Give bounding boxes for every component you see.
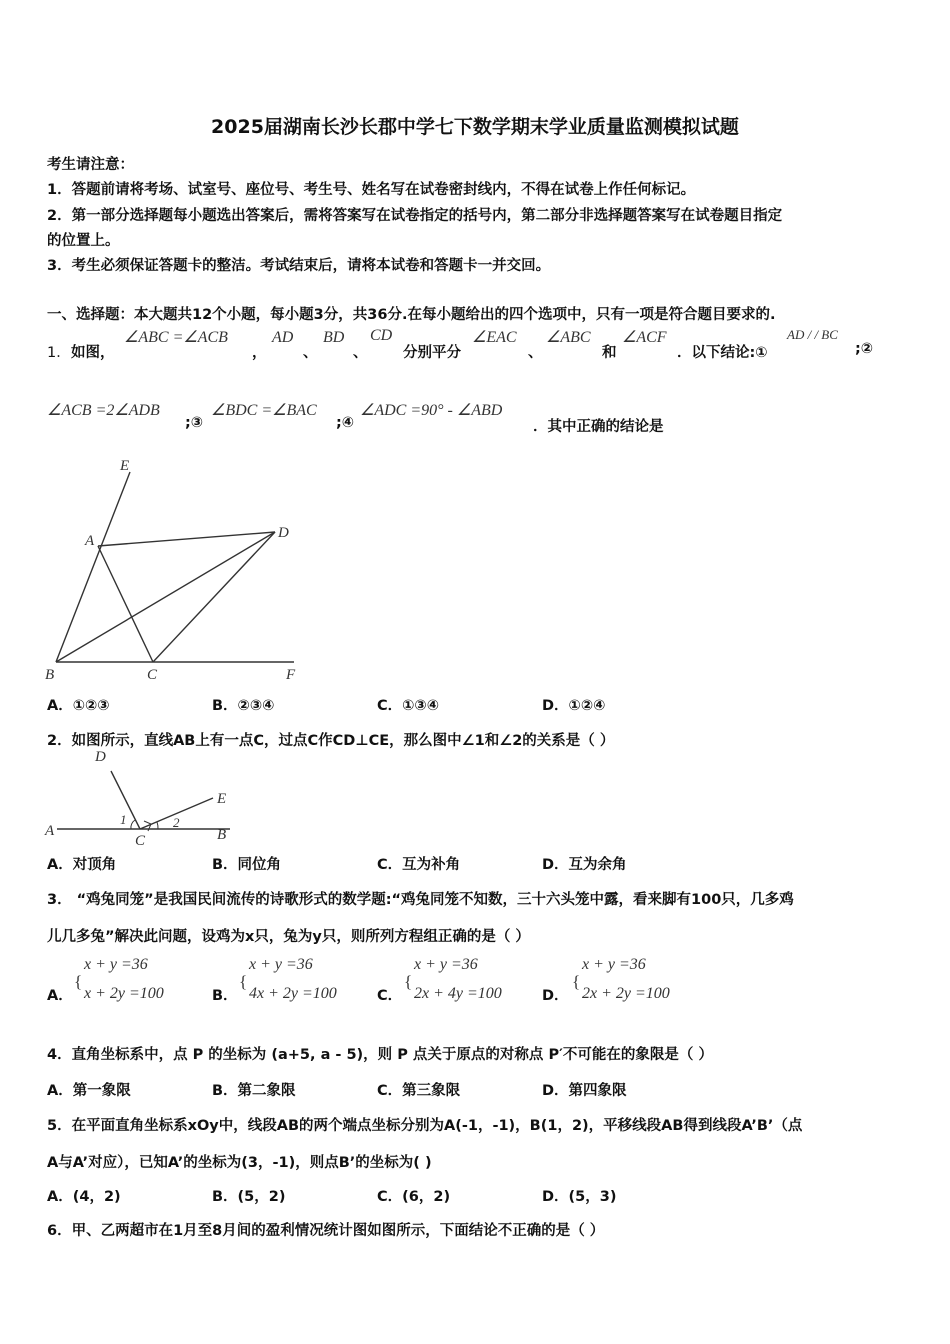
- q1-math-1: ∠ABC =∠ACB: [124, 329, 228, 346]
- label-d: D: [95, 749, 106, 765]
- q2-option-c[interactable]: C．互为补角: [377, 857, 461, 873]
- q6-text: 6．甲、乙两超市在1月至8月间的盈利情况统计图如图所示，下面结论不正确的是（ ）: [47, 1223, 605, 1239]
- angle-1-arc: [131, 820, 135, 829]
- q1-text-9: ;②: [855, 341, 874, 357]
- q1-text-5: 分别平分: [403, 345, 461, 361]
- label-f: F: [286, 667, 296, 683]
- q1-math-8: AD / / BC: [787, 327, 838, 342]
- q5-text-line-2: A与A’对应），已知A’的坐标为(3，-1)，则点B’的坐标为( ): [47, 1155, 432, 1171]
- q1-text-11: ;④: [336, 415, 355, 431]
- q3-option-c-eq1: x + y =36: [414, 956, 478, 973]
- segment-a-d: [98, 532, 275, 546]
- q1-text-12: ．其中正确的结论是: [533, 419, 664, 435]
- label-b: B: [217, 827, 227, 843]
- label-b: B: [45, 667, 55, 683]
- q1-geometry-figure: [40, 450, 310, 690]
- line-b-e: [56, 472, 130, 662]
- notice-item-1: 1．答题前请将考场、试室号、座位号、考生号、姓名写在试卷密封线内，不得在试卷上作任何标记。: [47, 182, 696, 198]
- notice-heading: 考生请注意：: [47, 157, 134, 173]
- label-angle-1: 1: [120, 812, 127, 827]
- q4-option-a[interactable]: A．第一象限: [47, 1083, 131, 1099]
- q1-text-8: ．以下结论:①: [677, 345, 768, 361]
- q1-math-11: ∠ADC =90° - ∠ABD: [360, 402, 503, 419]
- q5-option-d[interactable]: D．(5，3): [542, 1189, 617, 1205]
- page-title: 2025届湖南长沙长郡中学七下数学期末学业质量监测模拟试题: [211, 116, 739, 138]
- brace-icon: {: [572, 972, 581, 991]
- notice-item-2-cont: 的位置上。: [47, 233, 120, 249]
- q1-text-7: 和: [602, 345, 617, 361]
- q3-option-d-label: D．: [542, 988, 569, 1004]
- notice-item-3: 3．考生必须保证答题卡的整洁。考试结束后，请将本试卷和答题卡一并交回。: [47, 258, 551, 274]
- label-e: E: [120, 458, 130, 474]
- q3-option-b-label: B．: [212, 988, 238, 1004]
- q1-math-4: CD: [370, 327, 393, 344]
- q4-option-c[interactable]: C．第三象限: [377, 1083, 461, 1099]
- q3-option-d[interactable]: [542, 956, 702, 1006]
- q2-option-b[interactable]: B．同位角: [212, 857, 282, 873]
- q3-option-a-eq1: x + y =36: [84, 956, 148, 973]
- q1-math-6: ∠ABC: [546, 329, 591, 346]
- q1-text-2: ，: [252, 345, 267, 361]
- q1-option-d[interactable]: D．①②④: [542, 698, 606, 714]
- q2-option-d[interactable]: D．互为余角: [542, 857, 627, 873]
- q3-option-c-eq2: 2x + 4y =100: [414, 985, 502, 1002]
- label-e: E: [217, 791, 227, 807]
- label-c: C: [147, 667, 158, 683]
- brace-icon: {: [74, 972, 83, 991]
- q1-option-b[interactable]: B．②③④: [212, 698, 275, 714]
- label-a: A: [45, 823, 55, 839]
- q5-option-b[interactable]: B．(5，2): [212, 1189, 286, 1205]
- q3-option-d-eq2: 2x + 2y =100: [582, 985, 670, 1002]
- q3-option-c-label: C．: [377, 988, 403, 1004]
- q3-text-line-1: 3． “鸡兔同笼”是我国民间流传的诗歌形式的数学题:“鸡兔同笼不知数，三十六头笼中露，看来脚有100只，几多鸡: [47, 892, 794, 908]
- q1-option-a[interactable]: A．①②③: [47, 698, 110, 714]
- q3-option-a-eq2: x + 2y =100: [84, 985, 164, 1002]
- q5-option-a[interactable]: A．(4，2): [47, 1189, 121, 1205]
- q1-math-2: AD: [272, 329, 294, 346]
- q3-option-b[interactable]: [212, 956, 372, 1006]
- q1-math-7: ∠ACF: [622, 329, 667, 346]
- q1-text-4: 、: [353, 345, 368, 361]
- section-heading: 一、选择题：本大题共12个小题，每小题3分，共36分.在每小题给出的四个选项中，只有一项是符合题目要求的.: [47, 307, 776, 323]
- segment-a-c: [98, 546, 153, 662]
- q2-geometry-figure: [40, 745, 245, 850]
- q5-option-c[interactable]: C．(6，2): [377, 1189, 451, 1205]
- q3-option-a-label: A．: [47, 988, 73, 1004]
- label-d: D: [278, 525, 289, 541]
- q1-text-1: 如图，: [71, 345, 115, 361]
- q4-text: 4．直角坐标系中，点 P 的坐标为 (a+5, a - 5)，则 P 点关于原点的对称点 P′不可能在的象限是（ ）: [47, 1047, 713, 1063]
- segment-b-d: [56, 532, 275, 662]
- q2-text: 2．如图所示，直线AB上有一点C，过点C作CD⊥CE，那么图中∠1和∠2的关系是（ ）: [47, 733, 615, 749]
- label-angle-2: 2: [173, 815, 180, 830]
- q3-option-b-eq2: 4x + 2y =100: [249, 985, 337, 1002]
- brace-icon: {: [404, 972, 413, 991]
- q3-option-b-eq1: x + y =36: [249, 956, 313, 973]
- q1-text-6: 、: [528, 345, 543, 361]
- q3-option-c[interactable]: [377, 956, 537, 1006]
- notice-item-2: 2．第一部分选择题每小题选出答案后，需将答案写在试卷指定的括号内，第二部分非选择题答案写在试卷题目指定: [47, 208, 783, 224]
- q1-text-3: 、: [303, 345, 318, 361]
- q1-math-9: ∠ACB =2∠ADB: [47, 402, 160, 419]
- q4-option-b[interactable]: B．第二象限: [212, 1083, 296, 1099]
- q5-text-line-1: 5．在平面直角坐标系xOy中，线段AB的两个端点坐标分别为A(-1，-1)，B(1，2)，平移线段AB得到线段A’B’（点: [47, 1118, 803, 1134]
- q4-option-d[interactable]: D．第四象限: [542, 1083, 627, 1099]
- q1-option-c[interactable]: C．①③④: [377, 698, 439, 714]
- angle-2-arc: [157, 822, 158, 829]
- label-a: A: [85, 533, 95, 549]
- brace-icon: {: [239, 972, 248, 991]
- q3-option-a[interactable]: [47, 956, 207, 1006]
- q1-text-10: ;③: [185, 415, 204, 431]
- q1-math-10: ∠BDC =∠BAC: [211, 402, 317, 419]
- q3-option-d-eq1: x + y =36: [582, 956, 646, 973]
- q1-math-3: BD: [323, 329, 345, 346]
- q1-number: 1．: [47, 345, 71, 361]
- q3-text-line-2: 儿几多兔”解决此问题，设鸡为x只，兔为y只，则所列方程组正确的是（ ）: [47, 929, 530, 945]
- q1-math-5: ∠EAC: [472, 329, 517, 346]
- label-c: C: [135, 833, 146, 849]
- segment-c-d: [153, 532, 275, 662]
- q2-option-a[interactable]: A．对顶角: [47, 857, 117, 873]
